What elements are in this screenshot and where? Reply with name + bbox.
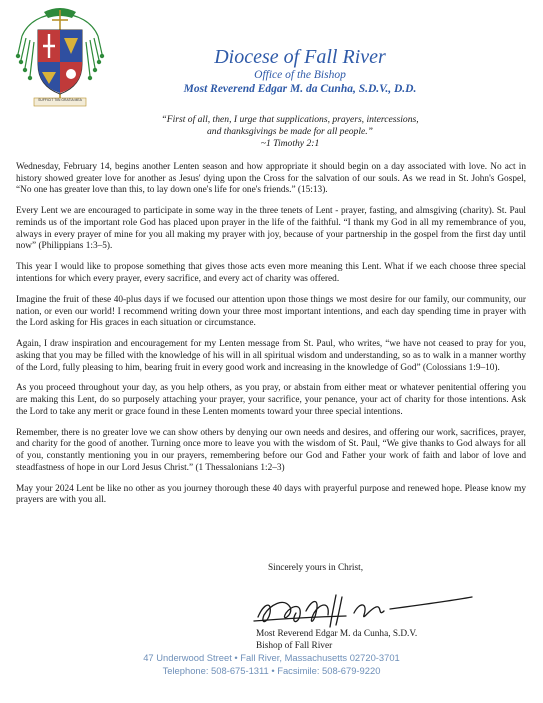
paragraph: Wednesday, February 14, begins another Lenten season and how appropriate it should begin on a day associated with love. No act in history showed greater love for another as Jesus' dying upon the Cross for the salvation of our souls. As we read in St. John's Gospel, “No one has greater love than this, to lay down one's life for one's friends.” (15:13). — [16, 162, 526, 196]
paragraph: May your 2024 Lent be like no other as you journey thorough these 40 days with prayerful purpose and renewed hope. Please know my prayers are with you all. — [16, 483, 526, 506]
paragraph: As you proceed throughout your day, as you help others, as you pray, or abstain from either meat or whatever penitential offering you are making this Lent, do so purposely attaching your prayer, your sacrifice, your penance, your act of charity for those intentions. Ask the Lord to take any merit or grace found in these Lenten moments toward your three special intentions. — [16, 383, 526, 417]
paragraph: Remember, there is no greater love we can show others by denying our own needs and desires, and offering our work, sacrifices, prayer, and charity for the good of another. Turning once more to leave you with the wisdom of St. Paul, “We give thanks to God always for all of you, constantly mentioning you in our prayers, remembering before our God and Father your work of faith and labor of love and steadfastness of hope in our Lord Jesus Christ.” (1 Thessalonians 1:2–3) — [16, 427, 526, 473]
letterhead — [120, 46, 480, 96]
diocese-name: Diocese of Fall River — [214, 46, 386, 68]
diocese-coat-of-arms — [8, 6, 112, 110]
signatory-name: Most Reverend Edgar M. da Cunha, S.D.V. — [256, 629, 418, 639]
signature-block — [256, 629, 417, 652]
footer-phone: Telephone: 508-675-1311 • Facsimile: 508-679-9220 — [162, 665, 381, 676]
epigraph-citation: ~1 Timothy 2:1 — [260, 138, 320, 149]
footer-address: 47 Underwood Street • Fall River, Massachusetts 02720-3701 — [143, 652, 400, 663]
crest-motto: SUFFICIT TIBI GRATIA MEA — [38, 98, 82, 102]
closing-line: Sincerely yours in Christ, — [268, 563, 364, 573]
bishop-name: Most Reverend Edgar M. da Cunha, S.D.V., D.D. — [183, 83, 417, 95]
handwritten-signature — [250, 583, 476, 633]
paragraph: Imagine the fruit of these 40-plus days if we focused our attention upon those things we most desire for our family, our community, our nation, or even our world! I recommend writing down your three most important intentions, and each day spending time in prayer with the Lord asking for His graces in each situation or circumstance. — [16, 294, 526, 329]
signatory-title: Bishop of Fall River — [256, 640, 333, 651]
epigraph-line-1: “First of all, then, I urge that supplications, prayers, intercessions, — [161, 114, 419, 125]
letter-body — [16, 162, 526, 516]
epigraph-line-2: and thanksgivings be made for all people.” — [206, 126, 373, 137]
footer — [0, 651, 543, 677]
scripture-epigraph — [120, 114, 460, 150]
office-name: Office of the Bishop — [254, 69, 346, 81]
paragraph: Every Lent we are encouraged to participate in some way in the three tenets of Lent - prayer, fasting, and almsgiving (charity). St. Paul reminds us of the important role God has placed upon prayer in the life of the faithful. “I thank my God in all my remembrance of you, always in every prayer of mine for you all making my prayer with joy, because of your partnership in the gospel from the first day until now” (Philippians 1:3–5). — [16, 206, 526, 252]
paragraph: This year I would like to propose something that gives those acts even more meaning this Lent. What if we each choose three special intentions for which every prayer, every sacrifice, and every act of charity was offered. — [16, 262, 526, 284]
paragraph: Again, I draw inspiration and encouragement for my Lenten message from St. Paul, who writes, “we have not ceased to pray for you, asking that you may be filled with the knowledge of his will in all spiritual wisdom and understanding, so as to walk in a manner worthy of the Lord, fully pleasing to him, bearing fruit in every good work and increasing in the knowledge of God” (Colossians 1:9–10). — [16, 339, 526, 373]
